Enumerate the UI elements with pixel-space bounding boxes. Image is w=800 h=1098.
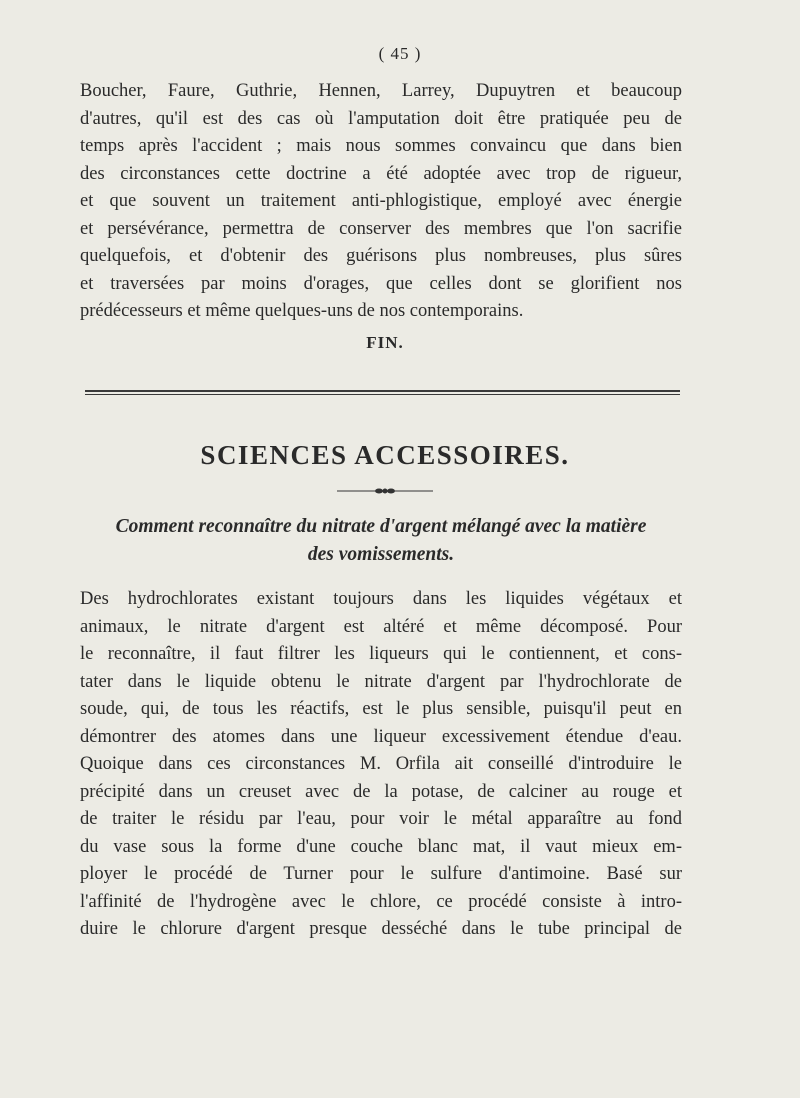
text-line: et traversées par moins d'orages, que celles dont se glorifient nos	[80, 273, 682, 294]
text-line: duire le chlorure d'argent presque desséché dans le tube principal de	[80, 919, 682, 939]
text-line: de traiter le résidu par l'eau, pour voir le métal apparaître au fond	[80, 809, 682, 829]
article-title	[80, 513, 682, 569]
text-line: quelquefois, et d'obtenir des guérisons plus nombreuses, plus sûres	[80, 246, 682, 266]
text-line: du vase sous la forme d'une couche blanc mat, il vaut mieux em-	[80, 836, 682, 857]
page-number: ( 45 )	[378, 44, 422, 63]
article-title-line: des vomissements.	[307, 544, 455, 565]
text-line: et persévérance, permettra de conserver des membres que l'on sacrifie	[80, 218, 682, 239]
paragraph-conclusion	[80, 78, 682, 326]
article-title-line: Comment reconnaître du nitrate d'argent mélangé avec la matière	[115, 516, 647, 537]
text-line: tater dans le liquide obtenu le nitrate d'argent par l'hydrochlorate de	[80, 671, 682, 692]
section-title: SCIENCES ACCESSOIRES.	[200, 440, 570, 470]
paragraph-body	[80, 586, 682, 944]
section-divider	[85, 390, 680, 395]
text-line: précipité dans un creuset avec de la potase, de calciner au rouge et	[80, 781, 682, 802]
text-line: soude, qui, de tous les réactifs, est le plus sensible, puisqu'il peut en	[80, 699, 682, 719]
text-line: temps après l'accident ; mais nous sommes convaincu que dans bien	[80, 136, 682, 156]
text-line: d'autres, qu'il est des cas où l'amputation doit être pratiquée peu de	[80, 108, 682, 129]
text-line: ployer le procédé de Turner pour le sulfure d'antimoine. Basé sur	[80, 864, 682, 884]
text-line: Des hydrochlorates existant toujours dans les liquides végétaux et	[80, 589, 682, 609]
ornament-divider	[335, 485, 435, 497]
text-line: prédécesseurs et même quelques-uns de nos contemporains.	[80, 301, 524, 321]
text-line: des circonstances cette doctrine a été adoptée avec trop de rigueur,	[80, 163, 682, 184]
text-line: démontrer des atomes dans une liqueur excessivement étendue d'eau.	[80, 726, 682, 747]
fin-label: FIN.	[366, 333, 404, 352]
text-line: Quoique dans ces circonstances M. Orfila ait conseillé d'introduire le	[80, 754, 682, 774]
text-line: Boucher, Faure, Guthrie, Hennen, Larrey, Dupuytren et beaucoup	[80, 81, 682, 101]
text-line: l'affinité de l'hydrogène avec le chlore, ce procédé consiste à intro-	[80, 891, 682, 912]
text-line: le reconnaître, il faut filtrer les liqueurs qui le contiennent, et cons-	[80, 644, 682, 664]
text-line: animaux, le nitrate d'argent est altéré et même décomposé. Pour	[80, 616, 682, 637]
text-line: et que souvent un traitement anti-phlogistique, employé avec énergie	[80, 191, 682, 211]
